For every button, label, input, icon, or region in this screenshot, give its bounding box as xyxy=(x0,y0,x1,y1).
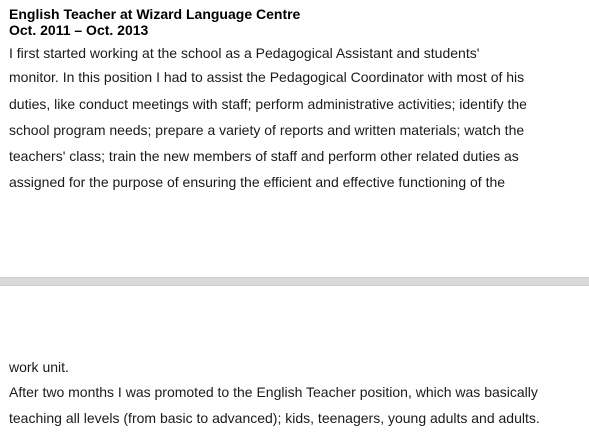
paragraph-line: assigned for the purpose of ensuring the efficient and effective functioning of the xyxy=(9,174,506,190)
paragraph-line: teaching all levels (from basic to advanced); kids, teenagers, young adults and adults. xyxy=(9,410,540,426)
page-break-separator xyxy=(0,277,589,286)
paragraph-line: teachers' class; train the new members of staff and perform other related duties as xyxy=(9,148,519,164)
job-title: English Teacher at Wizard Language Centre xyxy=(9,6,301,22)
document-page-2 xyxy=(0,286,589,435)
paragraph-line: work unit. xyxy=(9,359,69,375)
date-range: Oct. 2011 – Oct. 2013 xyxy=(9,22,149,38)
paragraph-line: monitor. In this position I had to assist the Pedagogical Coordinator with most of his xyxy=(9,69,525,85)
paragraph-line: school program needs; prepare a variety of reports and written materials; watch the xyxy=(9,122,525,138)
paragraph-line: I first started working at the school as a Pedagogical Assistant and students' xyxy=(9,45,480,61)
paragraph-line: After two months I was promoted to the English Teacher position, which was basically xyxy=(9,384,538,400)
paragraph-line: duties, like conduct meetings with staff; perform administrative activities; identify the xyxy=(9,96,527,112)
